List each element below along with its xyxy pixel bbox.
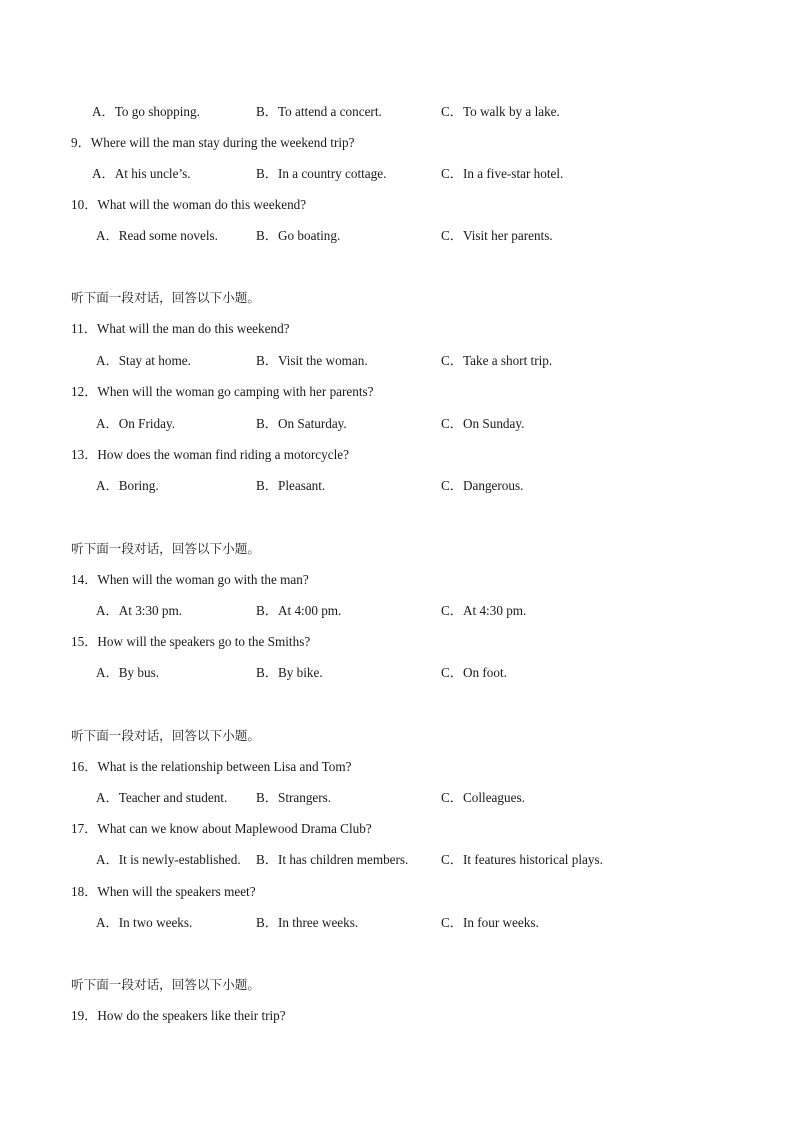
option-b: B．Go boating.: [256, 228, 341, 243]
question-16: 16．What is the relationship between Lisa and Tom?: [71, 759, 352, 774]
option-a: A．It is newly-established.: [96, 852, 241, 867]
option-a: A．On Friday.: [96, 416, 175, 431]
option-b: B．To attend a concert.: [256, 104, 382, 119]
option-a: A．Boring.: [96, 478, 159, 493]
question-19: 19．How do the speakers like their trip?: [71, 1008, 286, 1023]
option-a: A．In two weeks.: [96, 915, 193, 930]
question-10: 10．What will the woman do this weekend?: [71, 197, 307, 212]
option-c: C．Dangerous.: [441, 478, 524, 493]
option-b: B．At 4:00 pm.: [256, 603, 342, 618]
option-c: C．On foot.: [441, 665, 507, 680]
option-a: A．Read some novels.: [96, 228, 218, 243]
option-c: C．It features historical plays.: [441, 852, 603, 867]
option-b: B．By bike.: [256, 665, 323, 680]
option-b: B．Strangers.: [256, 790, 332, 805]
option-c: C．Colleagues.: [441, 790, 525, 805]
option-a: A．Teacher and student.: [96, 790, 228, 805]
option-a: A．At his uncle’s.: [92, 166, 191, 181]
question-18: 18．When will the speakers meet?: [71, 884, 256, 899]
question-13: 13．How does the woman find riding a motorcycle?: [71, 447, 349, 462]
section-heading: 听下面一段对话，回答以下小题。: [71, 541, 260, 556]
question-12: 12．When will the woman go camping with her parents?: [71, 384, 374, 399]
option-b: B．On Saturday.: [256, 416, 347, 431]
section-heading: 听下面一段对话，回答以下小题。: [71, 728, 260, 743]
option-c: C．On Sunday.: [441, 416, 525, 431]
section-heading: 听下面一段对话，回答以下小题。: [71, 977, 260, 992]
option-c: C．At 4:30 pm.: [441, 603, 527, 618]
option-a: A．At 3:30 pm.: [96, 603, 183, 618]
option-b: B．It has children members.: [256, 852, 409, 867]
option-c: C．To walk by a lake.: [441, 104, 560, 119]
option-a: A．By bus.: [96, 665, 160, 680]
question-11: 11．What will the man do this weekend?: [71, 321, 290, 336]
question-15: 15．How will the speakers go to the Smiths?: [71, 634, 311, 649]
question-9: 9．Where will the man stay during the weekend trip?: [71, 135, 355, 150]
option-c: C．Take a short trip.: [441, 353, 553, 368]
option-c: C．Visit her parents.: [441, 228, 553, 243]
option-c: C．In a five-star hotel.: [441, 166, 564, 181]
option-a: A．Stay at home.: [96, 353, 191, 368]
option-c: C．In four weeks.: [441, 915, 539, 930]
option-b: B．In a country cottage.: [256, 166, 387, 181]
option-b: B．Visit the woman.: [256, 353, 368, 368]
option-b: B．Pleasant.: [256, 478, 326, 493]
section-heading: 听下面一段对话，回答以下小题。: [71, 290, 260, 305]
option-a: A．To go shopping.: [92, 104, 200, 119]
question-14: 14．When will the woman go with the man?: [71, 572, 309, 587]
option-b: B．In three weeks.: [256, 915, 359, 930]
question-17: 17．What can we know about Maplewood Drama Club?: [71, 821, 372, 836]
